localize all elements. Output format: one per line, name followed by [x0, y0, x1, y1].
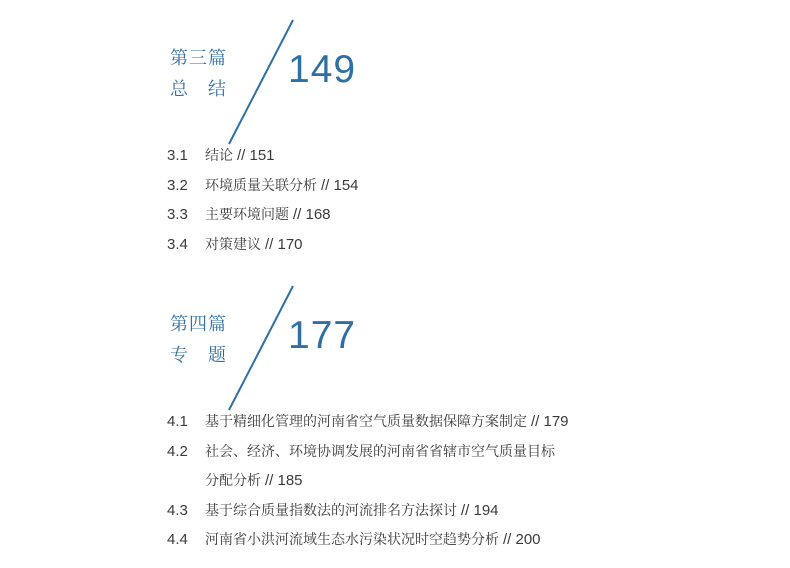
entry-title: 对策建议 — [205, 236, 261, 253]
entry-number: 3.2 — [167, 176, 188, 194]
entry-number: 4.4 — [167, 531, 188, 548]
part-subtitle: 总 结 — [170, 79, 227, 100]
entry-page: // 194 — [461, 501, 499, 519]
entry-page: // 179 — [531, 413, 569, 430]
entry-page: // 154 — [321, 176, 359, 194]
entry-title: 基于精细化管理的河南省空气质量数据保障方案制定 — [205, 414, 527, 430]
entry-title: 河南省小洪河流域生态水污染状况时空趋势分析 — [205, 532, 499, 548]
entry-title: 基于综合质量指数法的河流排名方法探讨 — [205, 502, 457, 519]
entry-page: // 185 — [265, 472, 303, 489]
entry-page: // 168 — [293, 206, 331, 223]
entry-number: 3.1 — [167, 147, 188, 164]
entry-number: 4.1 — [167, 413, 188, 430]
slash-divider — [225, 284, 295, 414]
part-subtitle: 专 题 — [170, 345, 227, 366]
entry-page: // 170 — [265, 235, 303, 253]
slash-divider — [225, 18, 295, 148]
part-label: 第三篇 — [170, 48, 227, 69]
part-header-4 — [170, 310, 410, 420]
part-header-3 — [170, 44, 410, 154]
entry-number: 3.4 — [167, 235, 188, 253]
entry-title: 主要环境问题 — [205, 207, 289, 223]
entry-title-continued: 分配分析 — [205, 473, 261, 489]
part-page-number: 177 — [288, 314, 357, 357]
part-page-number: 149 — [288, 48, 357, 91]
entry-page: // 151 — [237, 147, 275, 164]
part-label: 第四篇 — [170, 314, 227, 335]
entry-number: 4.2 — [167, 442, 188, 460]
entry-number: 4.3 — [167, 501, 188, 519]
entry-title: 社会、经济、环境协调发展的河南省省辖市空气质量目标 — [205, 443, 555, 460]
entry-number: 3.3 — [167, 206, 188, 223]
entry-page: // 200 — [503, 531, 541, 548]
entry-title: 结论 — [205, 148, 233, 164]
entry-title: 环境质量关联分析 — [205, 177, 317, 194]
